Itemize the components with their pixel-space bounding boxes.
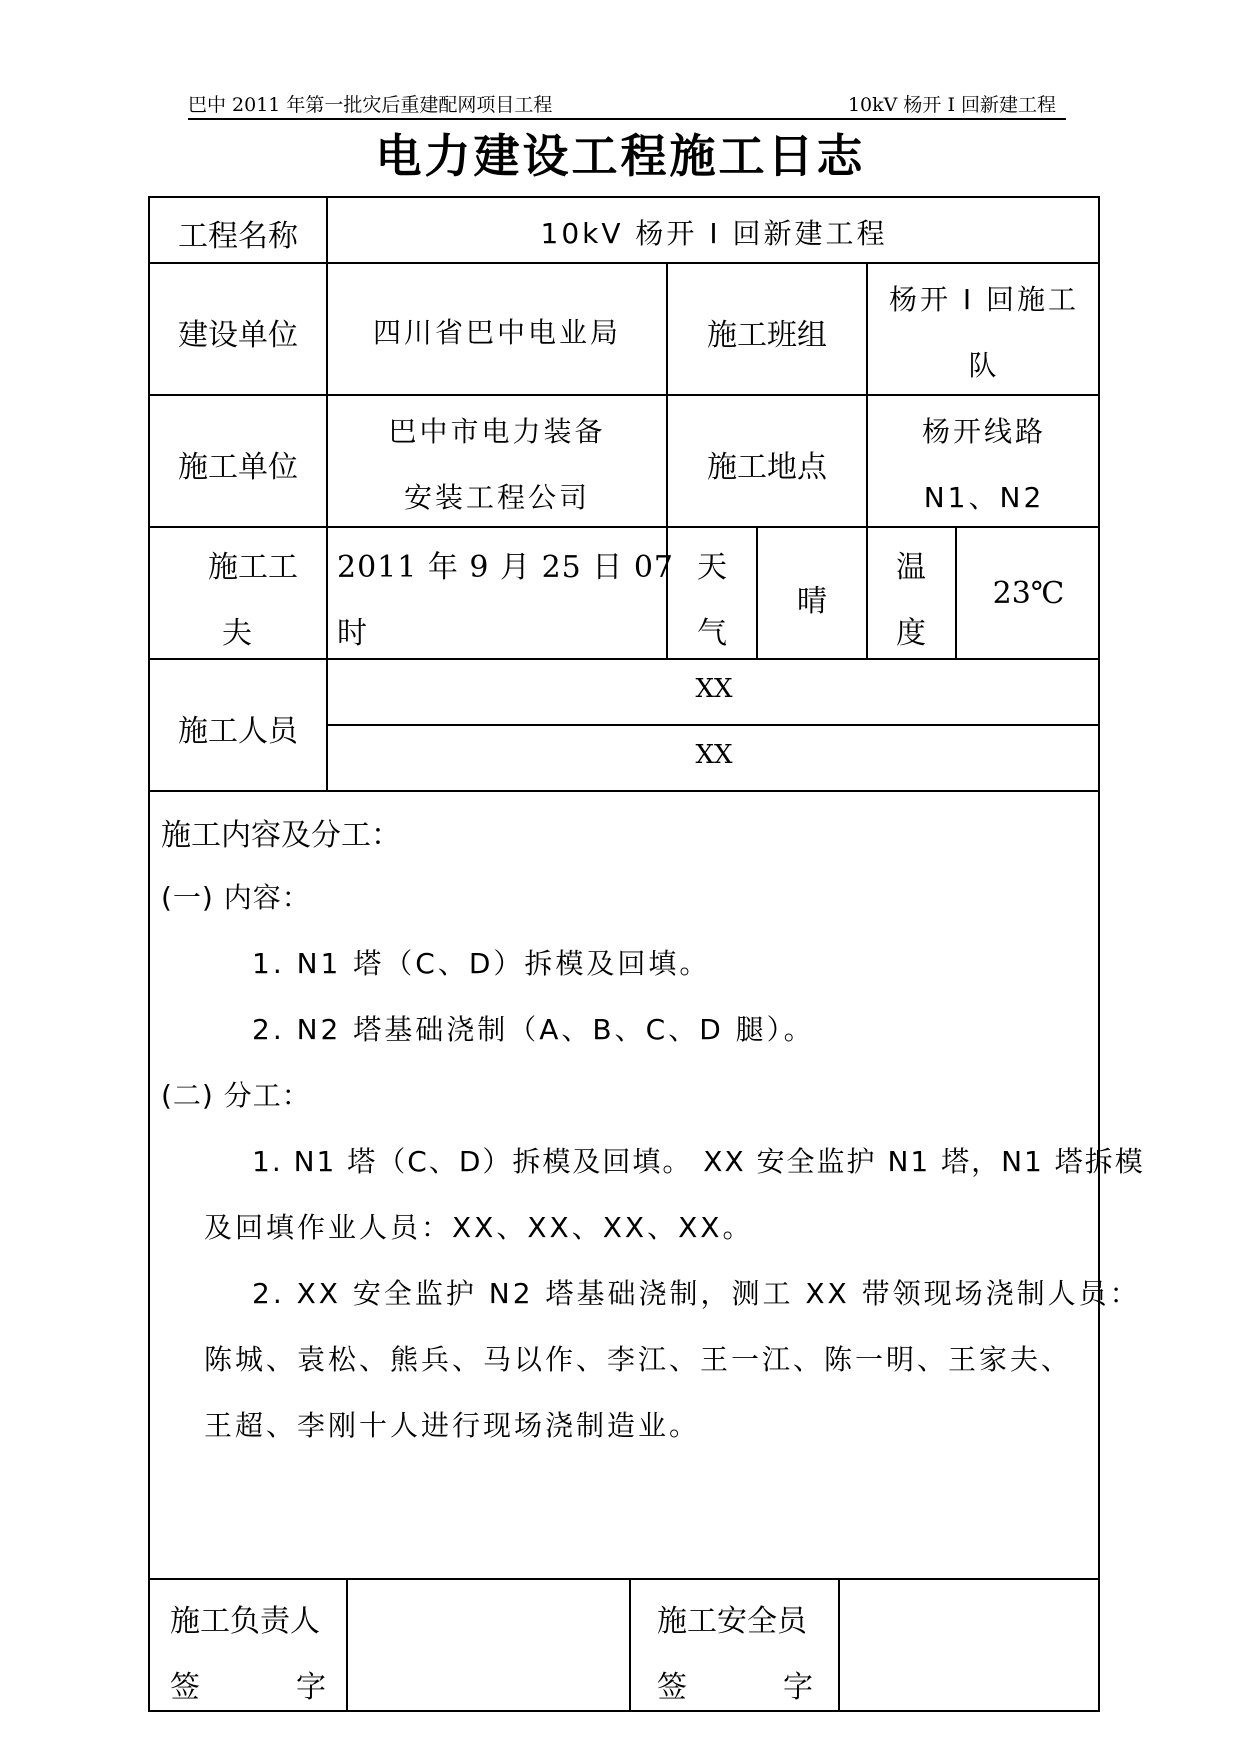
site-label: 施工地点: [707, 450, 827, 485]
weather-value: 晴: [797, 584, 827, 619]
section-2-title: (二) 分工：: [161, 1079, 311, 1112]
team-value-line1: 杨开 I 回施工: [888, 283, 1080, 316]
leader-sign-right: 字: [296, 1670, 326, 1705]
table-divider: [866, 262, 868, 658]
weather-label-line2: 气: [697, 616, 727, 651]
safety-sign-left: 签: [657, 1670, 687, 1705]
section-1-title: (一) 内容：: [161, 881, 311, 914]
division-2-line-2: 陈城、袁松、熊兵、马以作、李江、王一江、陈一明、王家夫、: [204, 1343, 1073, 1376]
date-value-line2: 时: [337, 616, 367, 651]
table-divider: [148, 790, 1100, 792]
table-divider: [629, 1578, 631, 1712]
workday-label-line1: 施工工: [208, 550, 298, 585]
temperature-label-line1: 温: [896, 550, 926, 585]
team-value-line2: 队: [968, 349, 1000, 382]
temperature-value: 23℃: [992, 576, 1065, 611]
division-2-line-3: 王超、李刚十人进行现场浇制造业。: [204, 1409, 701, 1442]
contractor-label: 施工单位: [178, 450, 298, 485]
contractor-value-line2: 安装工程公司: [403, 481, 590, 514]
table-divider: [148, 526, 1100, 528]
safety-sign-right: 字: [783, 1670, 813, 1705]
safety-officer-signature-field[interactable]: [840, 1580, 1098, 1710]
date-value-line1: 2011 年 9 月 25 日 07: [337, 550, 674, 585]
owner-value: 四川省巴中电业局: [372, 316, 621, 349]
division-1-line-1: 1. N1 塔（C、D）拆模及回填。 XX 安全监护 N1 塔，N1 塔拆模: [252, 1145, 1145, 1178]
staff-label: 施工人员: [178, 714, 298, 749]
site-value-line1: 杨开线路: [921, 415, 1046, 448]
header-project-series: 巴中 2011 年第一批灾后重建配网项目工程: [188, 94, 553, 116]
weather-label-line1: 天: [697, 550, 727, 585]
content-item-1: 1. N1 塔（C、D）拆模及回填。: [252, 947, 711, 980]
temperature-label-line2: 度: [896, 616, 926, 651]
staff-row-2: XX: [695, 740, 733, 770]
owner-label: 建设单位: [178, 318, 298, 353]
division-1-line-2: 及回填作业人员：XX、XX、XX、XX。: [204, 1211, 754, 1244]
leader-sign-left: 签: [170, 1670, 200, 1705]
content-heading: 施工内容及分工：: [161, 818, 401, 853]
content-item-2: 2. N2 塔基础浇制（A、B、C、D 腿）。: [252, 1013, 815, 1046]
team-label: 施工班组: [707, 318, 827, 353]
staff-row-1: XX: [695, 674, 733, 704]
table-divider: [148, 262, 1100, 264]
contractor-value-line1: 巴中市电力装备: [388, 415, 606, 448]
workday-label-line2: 夫: [222, 616, 252, 651]
leader-label: 施工负责人: [170, 1604, 320, 1639]
table-divider: [148, 394, 1100, 396]
safety-officer-label: 施工安全员: [657, 1604, 807, 1639]
site-value-line2: N1、N2: [923, 481, 1045, 514]
table-divider: [326, 724, 1100, 726]
document-title: 电力建设工程施工日志: [375, 129, 866, 183]
project-name-value: 10kV 杨开 I 回新建工程: [540, 217, 888, 250]
project-name-label: 工程名称: [178, 219, 298, 254]
division-2-line-1: 2. XX 安全监护 N2 塔基础浇制，测工 XX 带领现场浇制人员：: [252, 1277, 1141, 1310]
leader-signature-field[interactable]: [348, 1580, 629, 1710]
table-divider: [148, 658, 1100, 660]
page-header: [188, 88, 1066, 120]
header-project-name: 10kV 杨开 I 回新建工程: [847, 94, 1056, 116]
